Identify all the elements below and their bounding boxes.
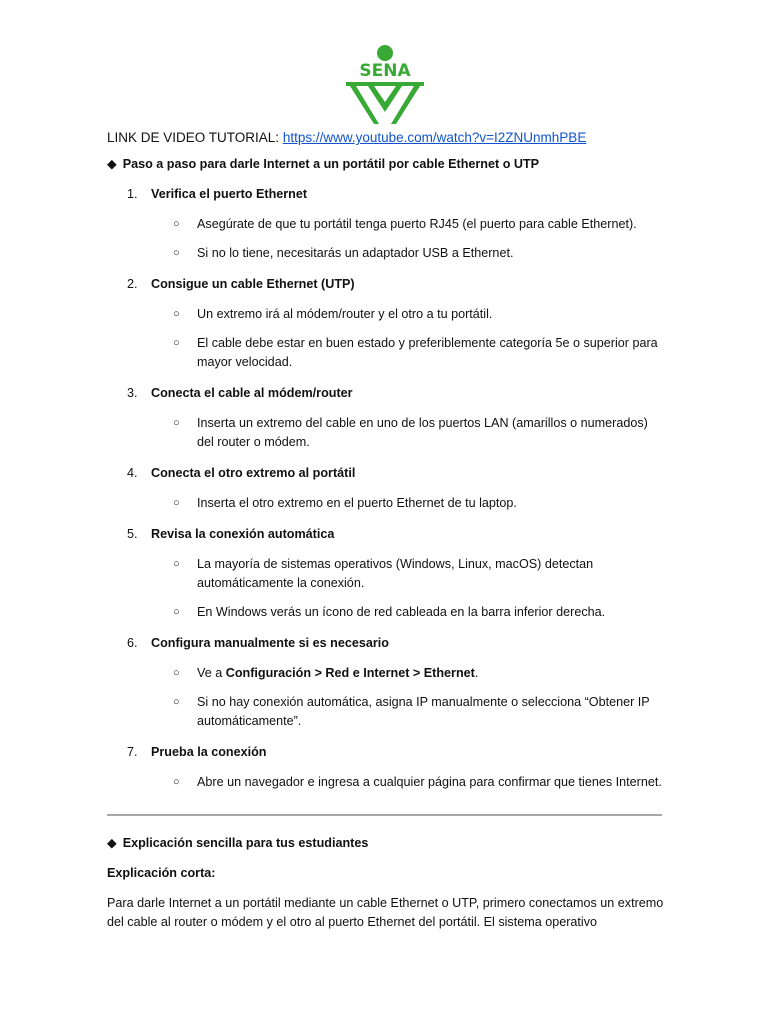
sub-item: ○ El cable debe estar en buen estado y preferiblemente categoría 5e o superior para mayor velocidad. <box>173 336 658 369</box>
step-number: 3. <box>127 386 138 400</box>
steps-list <box>107 185 667 792</box>
sub-item: ○ Inserta un extremo del cable en uno de los puertos LAN (amarillos o numerados) del router o módem. <box>173 416 648 449</box>
video-link-label: LINK DE VIDEO TUTORIAL: <box>107 130 280 145</box>
step-number: 2. <box>127 277 138 291</box>
sub-item: ○ La mayoría de sistemas operativos (Windows, Linux, macOS) detectan automáticamente la conexión. <box>173 557 594 590</box>
circle-bullet-icon: ○ <box>173 337 180 349</box>
sub-item: ○ Abre un navegador e ingresa a cualquier página para confirmar que tienes Internet. <box>107 773 667 792</box>
circle-bullet-icon: ○ <box>173 218 180 230</box>
step-item <box>107 634 667 731</box>
circle-bullet-icon: ○ <box>173 776 180 788</box>
divider <box>107 814 662 816</box>
step-title: Prueba la conexión <box>151 745 267 759</box>
step-title: Configura manualmente si es necesario <box>151 636 389 650</box>
section-title-steps: Paso a paso para darle Internet a un portátil por cable Ethernet o UTP <box>122 157 540 171</box>
section-heading-steps <box>107 155 667 173</box>
explanation-paragraph: Para darle Internet a un portátil mediante un cable Ethernet o UTP, primero conectamos un extremo del cable al router o módem y el otro al puerto Ethernet del portátil. El sistema operativo <box>107 896 664 929</box>
section-title-explanation: Explicación sencilla para tus estudiantes <box>122 836 369 850</box>
circle-bullet-icon: ○ <box>173 696 180 708</box>
circle-bullet-icon: ○ <box>173 667 180 679</box>
step-title: Conecta el otro extremo al portátil <box>151 466 356 480</box>
step-item <box>107 384 667 452</box>
step-item <box>107 464 667 513</box>
logo-text: SENA <box>359 61 411 81</box>
step-number: 6. <box>127 636 138 650</box>
sena-logo <box>344 44 426 126</box>
circle-bullet-icon: ○ <box>173 497 180 509</box>
sub-item: ○ Inserta el otro extremo en el puerto Ethernet de tu laptop. <box>107 494 667 513</box>
step-number: 7. <box>127 745 138 759</box>
sub-item: ○ Si no hay conexión automática, asigna IP manualmente o selecciona “Obtener IP automáticamente”. <box>173 695 650 728</box>
circle-bullet-icon: ○ <box>173 606 180 618</box>
document-body <box>107 128 667 932</box>
step-title: Consigue un cable Ethernet (UTP) <box>151 277 355 291</box>
step-item <box>107 743 667 792</box>
step-title: Revisa la conexión automática <box>151 527 335 541</box>
video-link-line <box>107 128 667 148</box>
step-title: Verifica el puerto Ethernet <box>151 187 308 201</box>
step-title: Conecta el cable al módem/router <box>151 386 353 400</box>
circle-bullet-icon: ○ <box>173 308 180 320</box>
step-item <box>107 185 667 263</box>
circle-bullet-icon: ○ <box>173 558 180 570</box>
sub-item: ○ Ve a Configuración > Red e Internet > Ethernet. <box>107 664 667 683</box>
diamond-icon: ◆ <box>107 836 117 850</box>
section-heading-explanation <box>107 834 667 852</box>
sub-item: ○ Un extremo irá al módem/router y el otro a tu portátil. <box>107 305 667 324</box>
video-link[interactable]: https://www.youtube.com/watch?v=I2ZNUnmhPBE <box>282 130 587 145</box>
diamond-icon: ◆ <box>107 157 117 171</box>
step-number: 4. <box>127 466 138 480</box>
circle-bullet-icon: ○ <box>173 417 180 429</box>
sub-item: ○ Asegúrate de que tu portátil tenga puerto RJ45 (el puerto para cable Ethernet). <box>107 215 667 234</box>
step-item <box>107 525 667 622</box>
step-number: 5. <box>127 527 138 541</box>
sub-item: ○ En Windows verás un ícono de red cableada en la barra inferior derecha. <box>107 603 667 622</box>
step-item <box>107 275 667 372</box>
circle-bullet-icon: ○ <box>173 247 180 259</box>
sub-item: ○ Si no lo tiene, necesitarás un adaptador USB a Ethernet. <box>107 244 667 263</box>
step-number: 1. <box>127 187 138 201</box>
short-explanation-heading: Explicación corta: <box>107 866 216 880</box>
